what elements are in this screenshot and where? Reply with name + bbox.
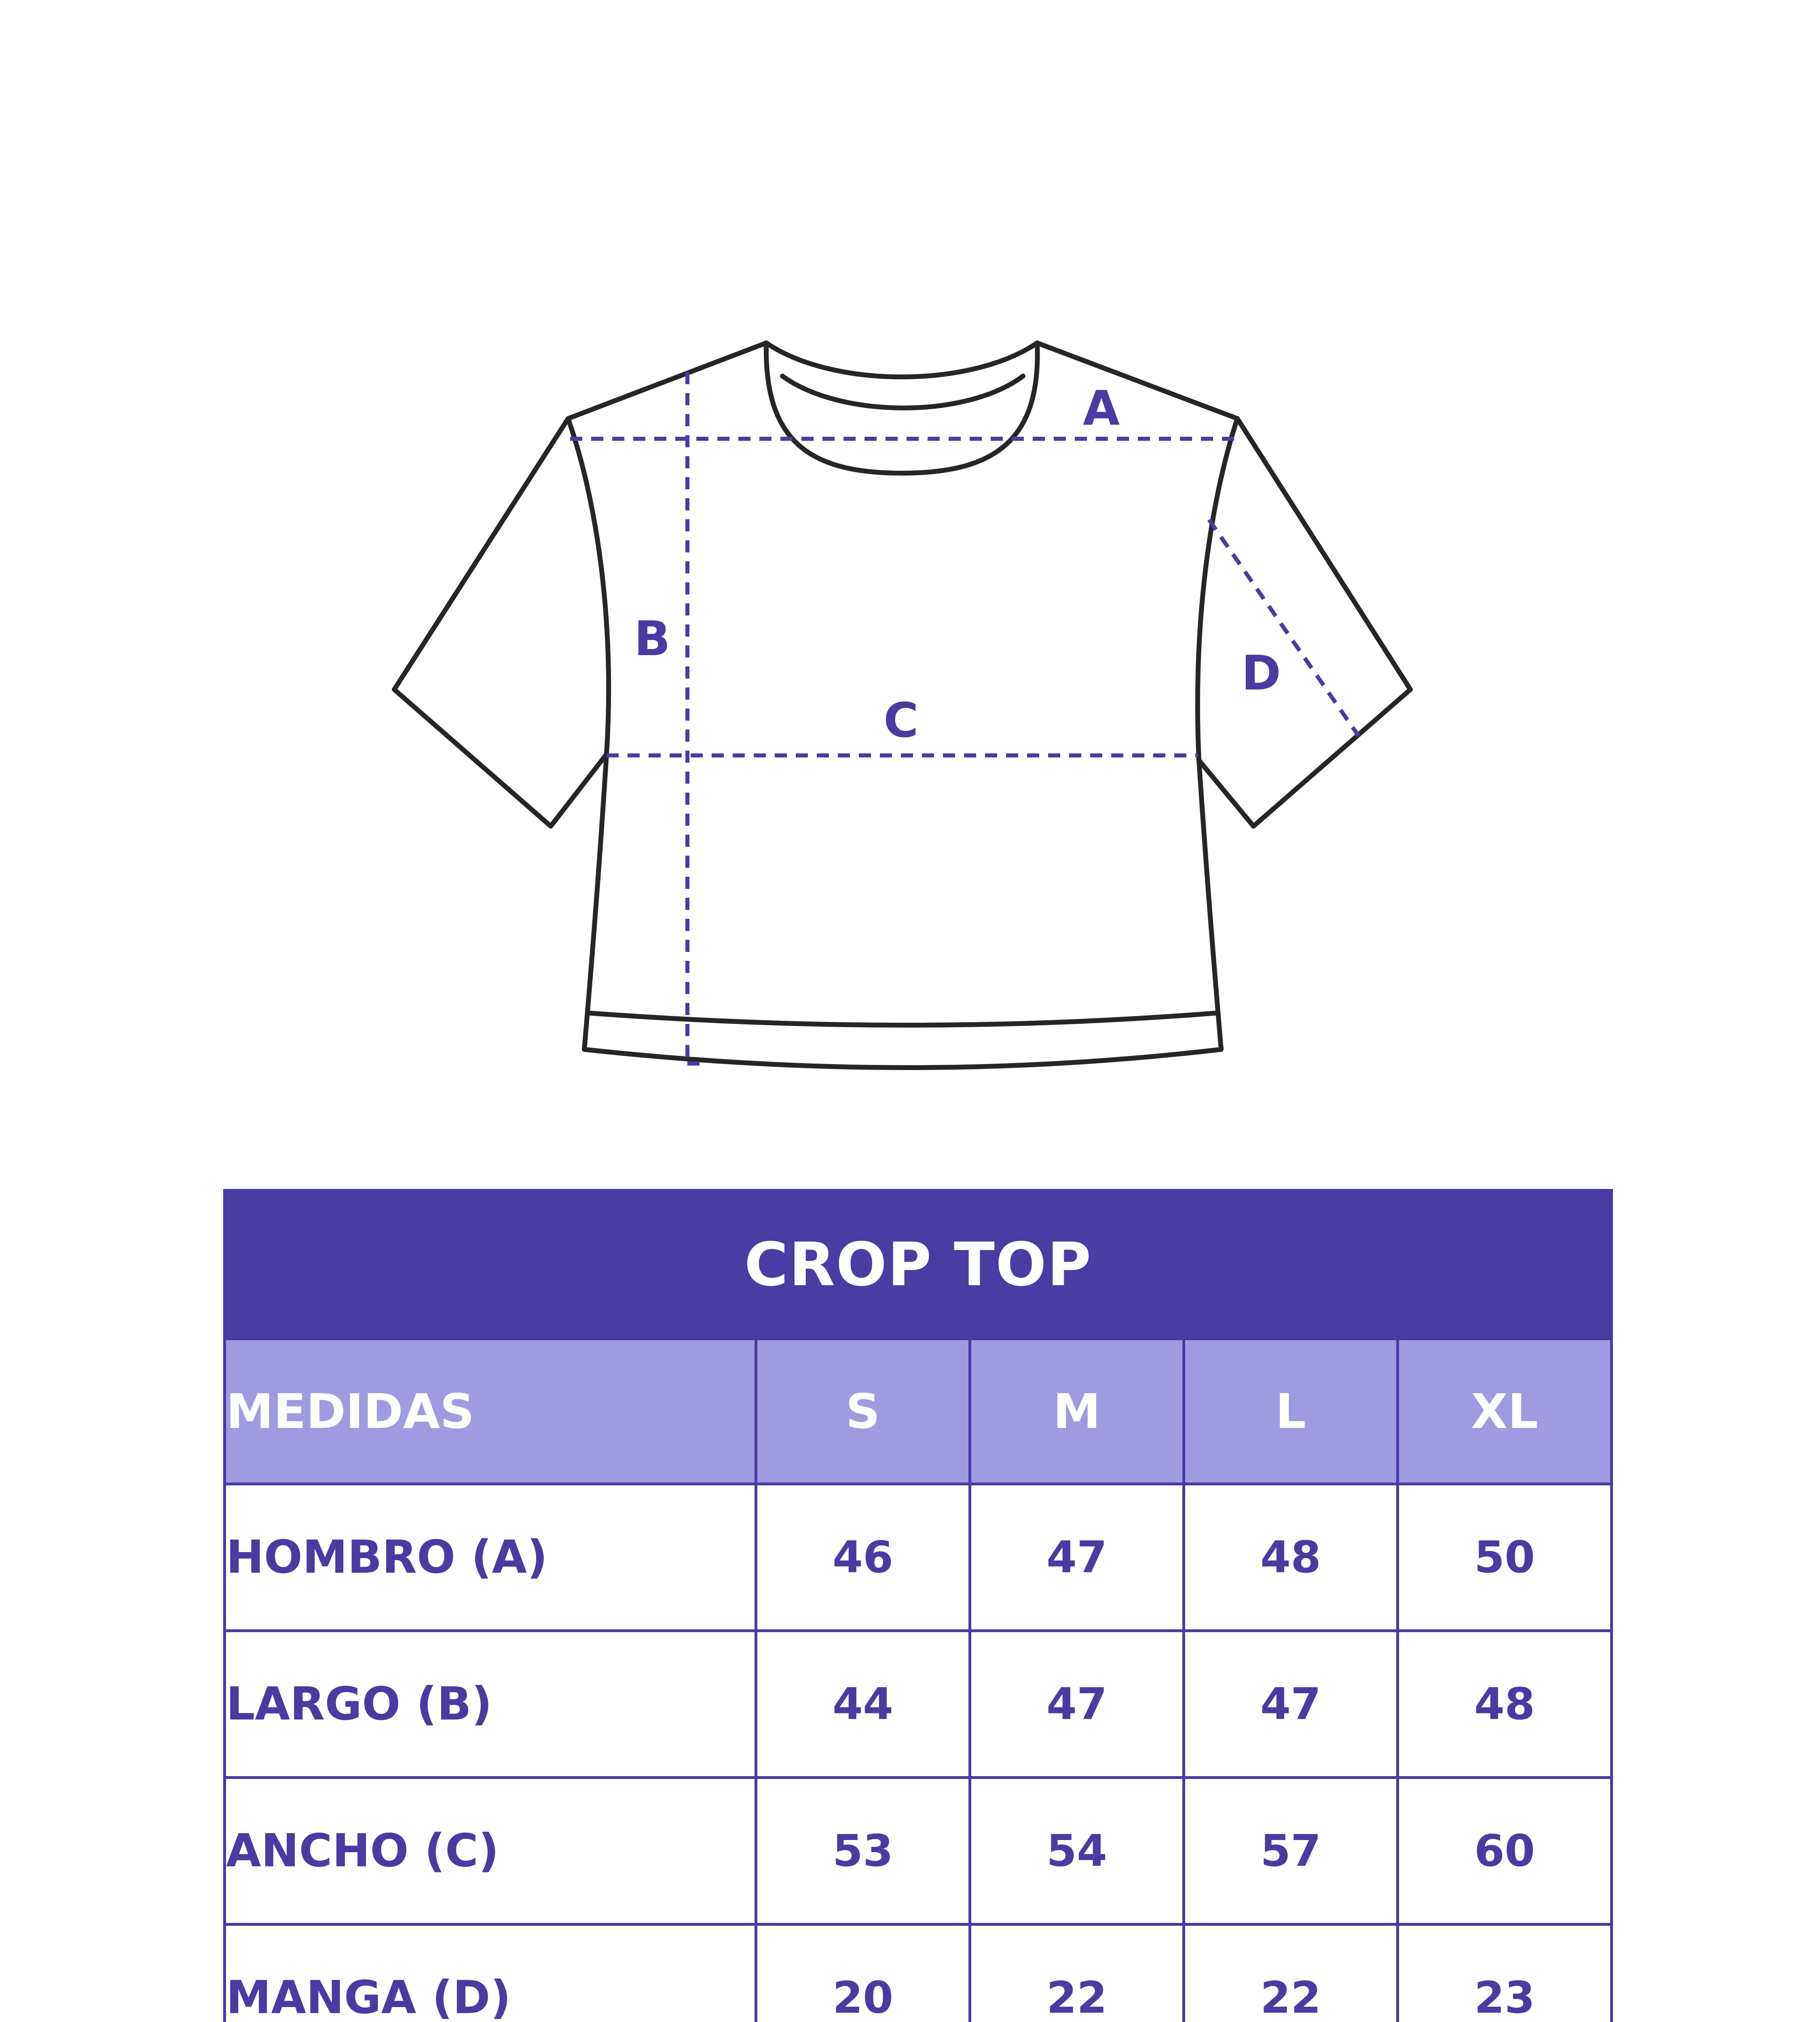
header-medidas: MEDIDAS [225,1339,756,1484]
table-row [225,1484,1612,1631]
measure-letter-c: C [884,692,919,748]
row-label: HOMBRO (A) [225,1484,756,1631]
cell-value: 48 [1398,1631,1612,1778]
cell-value: 54 [970,1778,1184,1925]
cell-value: 47 [970,1631,1184,1778]
measure-letter-b: B [634,611,670,666]
shirt-armhole-left [568,419,609,754]
cell-value: 53 [756,1778,970,1925]
row-label: MANGA (D) [225,1925,756,2022]
cell-value: 23 [1398,1925,1612,2022]
cell-value: 50 [1398,1484,1612,1631]
measure-lines [570,372,1359,1066]
row-label: LARGO (B) [225,1631,756,1778]
row-label: ANCHO (C) [225,1778,756,1925]
measure-letter-d: D [1241,645,1281,701]
sleeve-measure-line [1209,520,1359,736]
header-size-l: L [1184,1339,1398,1484]
cell-value: 60 [1398,1778,1612,1925]
cell-value: 44 [756,1631,970,1778]
cell-value: 20 [756,1925,970,2022]
cell-value: 22 [1184,1925,1398,2022]
table-title: CROP TOP [225,1191,1612,1339]
cell-value: 47 [970,1484,1184,1631]
size-table [223,1189,1613,2022]
table-row [225,1631,1612,1778]
table-row [225,1778,1612,1925]
measure-letter-a: A [1083,380,1120,436]
cell-value: 47 [1184,1631,1398,1778]
header-size-m: M [970,1339,1184,1484]
header-size-xl: XL [1398,1339,1612,1484]
shirt-collar-inner [766,343,1037,377]
cell-value: 57 [1184,1778,1398,1925]
cell-value: 48 [1184,1484,1398,1631]
cell-value: 22 [970,1925,1184,2022]
shirt-armhole-right [1198,419,1237,760]
shirt-collar-inset [782,376,1023,408]
shirt-hem-band [589,1013,1216,1025]
cell-value: 46 [756,1484,970,1631]
table-row [225,1925,1612,2022]
header-size-s: S [756,1339,970,1484]
